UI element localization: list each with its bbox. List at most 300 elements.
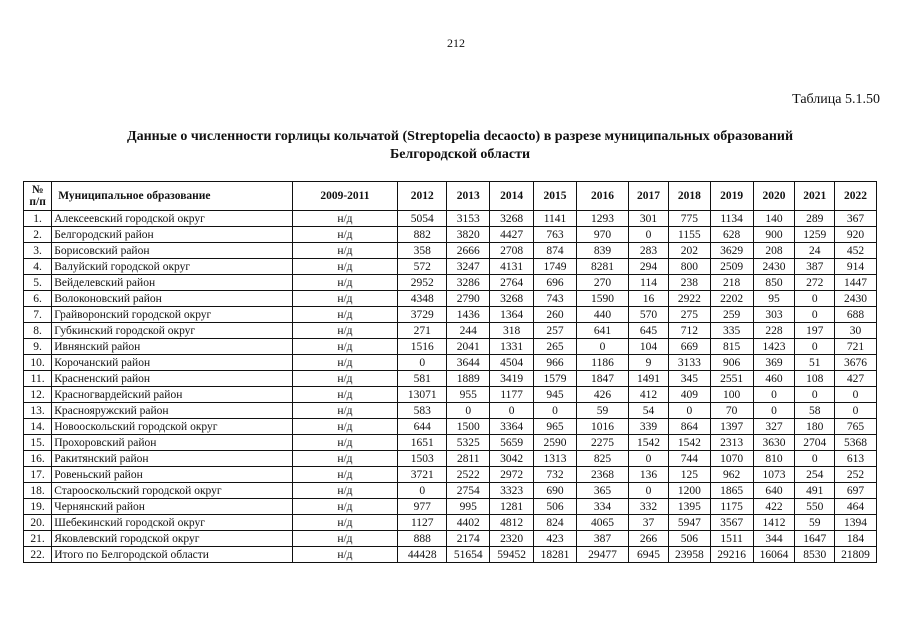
count-cell: 29477	[576, 547, 628, 563]
count-cell: 59452	[490, 547, 534, 563]
count-cell: 506	[668, 531, 710, 547]
header-2014: 2014	[490, 182, 534, 211]
count-cell: 3268	[490, 211, 534, 227]
table-row	[24, 483, 877, 499]
count-cell: 2551	[710, 371, 753, 387]
count-cell: 3133	[668, 355, 710, 371]
row-number: 1.	[24, 211, 52, 227]
count-cell: 1259	[795, 227, 835, 243]
count-cell: 37	[629, 515, 669, 531]
municipality-name: Итого по Белгородской области	[52, 547, 292, 563]
count-cell: 1141	[534, 211, 577, 227]
header-2009-2011: 2009-2011	[292, 182, 398, 211]
count-cell: 2430	[753, 259, 795, 275]
count-cell: 1423	[753, 339, 795, 355]
count-cell: 426	[576, 387, 628, 403]
count-cell: 550	[795, 499, 835, 515]
count-cell: 59	[795, 515, 835, 531]
count-cell: 423	[534, 531, 577, 547]
count-cell: 452	[835, 243, 877, 259]
count-cell: 460	[753, 371, 795, 387]
count-cell: 318	[490, 323, 534, 339]
table-row	[24, 531, 877, 547]
count-cell: н/д	[292, 403, 398, 419]
count-cell: 3323	[490, 483, 534, 499]
count-cell: 95	[753, 291, 795, 307]
count-cell: н/д	[292, 275, 398, 291]
count-cell: 6945	[629, 547, 669, 563]
count-cell: 108	[795, 371, 835, 387]
title-line-1: Данные о численности горлицы кольчатой (Streptopelia decaocto) в разрезе муниципальных образований	[126, 129, 794, 144]
count-cell: 5947	[668, 515, 710, 531]
count-cell: 3567	[710, 515, 753, 531]
count-cell: н/д	[292, 339, 398, 355]
row-number: 2.	[24, 227, 52, 243]
count-cell: 3153	[447, 211, 490, 227]
count-cell: 208	[753, 243, 795, 259]
count-cell: 0	[795, 339, 835, 355]
count-cell: н/д	[292, 387, 398, 403]
count-cell: 1889	[447, 371, 490, 387]
count-cell: 3676	[835, 355, 877, 371]
count-cell: 581	[398, 371, 447, 387]
municipality-name: Грайворонский городской округ	[52, 307, 292, 323]
count-cell: 906	[710, 355, 753, 371]
count-cell: 9	[629, 355, 669, 371]
page-number: 212	[447, 36, 465, 50]
count-cell: 900	[753, 227, 795, 243]
count-cell: 228	[753, 323, 795, 339]
count-cell: 1394	[835, 515, 877, 531]
count-cell: 0	[795, 307, 835, 323]
header-2019: 2019	[710, 182, 753, 211]
count-cell: 491	[795, 483, 835, 499]
row-number: 5.	[24, 275, 52, 291]
count-cell: 1447	[835, 275, 877, 291]
table-row	[24, 403, 877, 419]
count-cell: 3364	[490, 419, 534, 435]
count-cell: 0	[835, 387, 877, 403]
count-cell: 252	[835, 467, 877, 483]
table-body	[24, 211, 877, 563]
count-cell: 1500	[447, 419, 490, 435]
count-cell: 3644	[447, 355, 490, 371]
table-row	[24, 435, 877, 451]
count-cell: 1155	[668, 227, 710, 243]
count-cell: 2790	[447, 291, 490, 307]
row-number: 10.	[24, 355, 52, 371]
count-cell: 815	[710, 339, 753, 355]
count-cell: 345	[668, 371, 710, 387]
municipality-name: Губкинский городской округ	[52, 323, 292, 339]
row-number: 16.	[24, 451, 52, 467]
count-cell: 583	[398, 403, 447, 419]
count-cell: 570	[629, 307, 669, 323]
count-cell: 1397	[710, 419, 753, 435]
count-cell: 180	[795, 419, 835, 435]
count-cell: 839	[576, 243, 628, 259]
count-cell: 283	[629, 243, 669, 259]
count-cell: 2704	[795, 435, 835, 451]
row-number: 17.	[24, 467, 52, 483]
count-cell: 0	[753, 387, 795, 403]
count-cell: 301	[629, 211, 669, 227]
count-cell: 1847	[576, 371, 628, 387]
count-cell: 272	[795, 275, 835, 291]
count-cell: 864	[668, 419, 710, 435]
count-cell: 1542	[629, 435, 669, 451]
count-cell: 4131	[490, 259, 534, 275]
count-cell: 4812	[490, 515, 534, 531]
table-row	[24, 371, 877, 387]
count-cell: 327	[753, 419, 795, 435]
count-cell: 1412	[753, 515, 795, 531]
count-cell: 244	[447, 323, 490, 339]
count-cell: 184	[835, 531, 877, 547]
count-cell: 422	[753, 499, 795, 515]
count-cell: 2174	[447, 531, 490, 547]
count-cell: 3268	[490, 291, 534, 307]
row-number: 11.	[24, 371, 52, 387]
count-cell: 2202	[710, 291, 753, 307]
municipality-name: Красногвардейский район	[52, 387, 292, 403]
row-number: 4.	[24, 259, 52, 275]
count-cell: 0	[629, 451, 669, 467]
table-row	[24, 291, 877, 307]
count-cell: 850	[753, 275, 795, 291]
count-cell: 3729	[398, 307, 447, 323]
count-cell: 3629	[710, 243, 753, 259]
count-cell: 970	[576, 227, 628, 243]
header-2013: 2013	[447, 182, 490, 211]
count-cell: 1491	[629, 371, 669, 387]
municipality-name: Вейделевский район	[52, 275, 292, 291]
count-cell: 2811	[447, 451, 490, 467]
count-cell: 2522	[447, 467, 490, 483]
header-row	[24, 182, 877, 211]
count-cell: 824	[534, 515, 577, 531]
count-cell: 59	[576, 403, 628, 419]
count-cell: 16064	[753, 547, 795, 563]
count-cell: 966	[534, 355, 577, 371]
count-cell: 369	[753, 355, 795, 371]
count-cell: 5054	[398, 211, 447, 227]
count-cell: 259	[710, 307, 753, 323]
table-row	[24, 307, 877, 323]
row-number: 19.	[24, 499, 52, 515]
count-cell: 977	[398, 499, 447, 515]
count-cell: 289	[795, 211, 835, 227]
count-cell: н/д	[292, 483, 398, 499]
count-cell: 427	[835, 371, 877, 387]
count-cell: 644	[398, 419, 447, 435]
count-cell: 334	[576, 499, 628, 515]
count-cell: 743	[534, 291, 577, 307]
municipality-name: Белгородский район	[52, 227, 292, 243]
count-cell: 4427	[490, 227, 534, 243]
count-cell: 464	[835, 499, 877, 515]
count-cell: 945	[534, 387, 577, 403]
count-cell: 744	[668, 451, 710, 467]
municipality-name: Чернянский район	[52, 499, 292, 515]
count-cell: 2509	[710, 259, 753, 275]
count-cell: 30	[835, 323, 877, 339]
table-label: Таблица 5.1.50	[792, 92, 880, 107]
count-cell: н/д	[292, 547, 398, 563]
count-cell: 387	[576, 531, 628, 547]
table-row	[24, 547, 877, 563]
row-number: 20.	[24, 515, 52, 531]
count-cell: 1503	[398, 451, 447, 467]
count-cell: 409	[668, 387, 710, 403]
municipality-name: Борисовский район	[52, 243, 292, 259]
count-cell: 641	[576, 323, 628, 339]
table-row	[24, 451, 877, 467]
count-cell: 1749	[534, 259, 577, 275]
count-cell: 0	[835, 403, 877, 419]
count-cell: н/д	[292, 531, 398, 547]
count-cell: 882	[398, 227, 447, 243]
count-cell: 44428	[398, 547, 447, 563]
municipality-name: Прохоровский район	[52, 435, 292, 451]
document-title	[60, 128, 860, 164]
count-cell: н/д	[292, 227, 398, 243]
count-cell: 1579	[534, 371, 577, 387]
count-cell: 8281	[576, 259, 628, 275]
count-cell: 1293	[576, 211, 628, 227]
population-table	[23, 181, 877, 563]
count-cell: 1016	[576, 419, 628, 435]
count-cell: 613	[835, 451, 877, 467]
table-row	[24, 419, 877, 435]
count-cell: 765	[835, 419, 877, 435]
count-cell: 3042	[490, 451, 534, 467]
count-cell: 0	[447, 403, 490, 419]
count-cell: 18281	[534, 547, 577, 563]
count-cell: 721	[835, 339, 877, 355]
count-cell: 5325	[447, 435, 490, 451]
count-cell: 1651	[398, 435, 447, 451]
count-cell: 335	[710, 323, 753, 339]
table-row	[24, 499, 877, 515]
count-cell: 1647	[795, 531, 835, 547]
count-cell: 2590	[534, 435, 577, 451]
municipality-name: Корочанский район	[52, 355, 292, 371]
municipality-name: Ивнянский район	[52, 339, 292, 355]
count-cell: 218	[710, 275, 753, 291]
count-cell: 270	[576, 275, 628, 291]
count-cell: 763	[534, 227, 577, 243]
header-2021: 2021	[795, 182, 835, 211]
count-cell: 874	[534, 243, 577, 259]
count-cell: 0	[398, 483, 447, 499]
count-cell: 1313	[534, 451, 577, 467]
count-cell: 2764	[490, 275, 534, 291]
count-cell: 4065	[576, 515, 628, 531]
count-cell: н/д	[292, 259, 398, 275]
municipality-name: Яковлевский городской округ	[52, 531, 292, 547]
municipality-name: Волоконовский район	[52, 291, 292, 307]
count-cell: н/д	[292, 515, 398, 531]
count-cell: 54	[629, 403, 669, 419]
count-cell: 696	[534, 275, 577, 291]
count-cell: 0	[629, 483, 669, 499]
count-cell: 202	[668, 243, 710, 259]
count-cell: 365	[576, 483, 628, 499]
count-cell: 125	[668, 467, 710, 483]
count-cell: 339	[629, 419, 669, 435]
table-row	[24, 339, 877, 355]
count-cell: 254	[795, 467, 835, 483]
count-cell: 136	[629, 467, 669, 483]
count-cell: 4402	[447, 515, 490, 531]
count-cell: 29216	[710, 547, 753, 563]
table-row	[24, 515, 877, 531]
count-cell: 3247	[447, 259, 490, 275]
count-cell: 100	[710, 387, 753, 403]
count-cell: 2972	[490, 467, 534, 483]
count-cell: 8530	[795, 547, 835, 563]
row-number: 3.	[24, 243, 52, 259]
count-cell: н/д	[292, 355, 398, 371]
count-cell: 506	[534, 499, 577, 515]
count-cell: 965	[534, 419, 577, 435]
count-cell: 1200	[668, 483, 710, 499]
count-cell: 0	[795, 451, 835, 467]
municipality-name: Ровеньский район	[52, 467, 292, 483]
header-2020: 2020	[753, 182, 795, 211]
row-number: 9.	[24, 339, 52, 355]
count-cell: 114	[629, 275, 669, 291]
header-2012: 2012	[398, 182, 447, 211]
count-cell: 260	[534, 307, 577, 323]
municipality-name: Ракитянский район	[52, 451, 292, 467]
count-cell: 294	[629, 259, 669, 275]
count-cell: 2320	[490, 531, 534, 547]
count-cell: 1511	[710, 531, 753, 547]
count-cell: н/д	[292, 451, 398, 467]
table-row	[24, 259, 877, 275]
count-cell: 0	[795, 387, 835, 403]
count-cell: 697	[835, 483, 877, 499]
count-cell: 1395	[668, 499, 710, 515]
count-cell: 0	[534, 403, 577, 419]
table-row	[24, 211, 877, 227]
count-cell: 1070	[710, 451, 753, 467]
count-cell: 1331	[490, 339, 534, 355]
count-cell: 5368	[835, 435, 877, 451]
count-cell: 1177	[490, 387, 534, 403]
count-cell: н/д	[292, 419, 398, 435]
count-cell: 688	[835, 307, 877, 323]
count-cell: 2275	[576, 435, 628, 451]
count-cell: 13071	[398, 387, 447, 403]
count-cell: 1590	[576, 291, 628, 307]
municipality-name: Старооскольский городской округ	[52, 483, 292, 499]
table-row	[24, 467, 877, 483]
count-cell: 2313	[710, 435, 753, 451]
count-cell: 51	[795, 355, 835, 371]
count-cell: 3820	[447, 227, 490, 243]
count-cell: 271	[398, 323, 447, 339]
row-number: 18.	[24, 483, 52, 499]
count-cell: 2952	[398, 275, 447, 291]
count-cell: 4348	[398, 291, 447, 307]
count-cell: 2430	[835, 291, 877, 307]
row-number: 7.	[24, 307, 52, 323]
count-cell: 197	[795, 323, 835, 339]
count-cell: 1186	[576, 355, 628, 371]
count-cell: 5659	[490, 435, 534, 451]
table-row	[24, 355, 877, 371]
count-cell: н/д	[292, 499, 398, 515]
count-cell: 2368	[576, 467, 628, 483]
count-cell: 810	[753, 451, 795, 467]
count-cell: 2041	[447, 339, 490, 355]
count-cell: 1175	[710, 499, 753, 515]
header-2018: 2018	[668, 182, 710, 211]
count-cell: 51654	[447, 547, 490, 563]
row-number: 22.	[24, 547, 52, 563]
count-cell: 628	[710, 227, 753, 243]
count-cell: 344	[753, 531, 795, 547]
municipality-name: Валуйский городской округ	[52, 259, 292, 275]
count-cell: 690	[534, 483, 577, 499]
count-cell: 920	[835, 227, 877, 243]
count-cell: 275	[668, 307, 710, 323]
count-cell: 358	[398, 243, 447, 259]
count-cell: 21809	[835, 547, 877, 563]
count-cell: 712	[668, 323, 710, 339]
count-cell: 3419	[490, 371, 534, 387]
count-cell: 3721	[398, 467, 447, 483]
count-cell: 955	[447, 387, 490, 403]
table-row	[24, 227, 877, 243]
count-cell: 3286	[447, 275, 490, 291]
count-cell: 1281	[490, 499, 534, 515]
count-cell: н/д	[292, 243, 398, 259]
header-2022: 2022	[835, 182, 877, 211]
count-cell: 23958	[668, 547, 710, 563]
count-cell: 238	[668, 275, 710, 291]
header-2015: 2015	[534, 182, 577, 211]
count-cell: н/д	[292, 323, 398, 339]
count-cell: 0	[398, 355, 447, 371]
count-cell: н/д	[292, 211, 398, 227]
count-cell: 1127	[398, 515, 447, 531]
table-row	[24, 275, 877, 291]
count-cell: 104	[629, 339, 669, 355]
table-row	[24, 323, 877, 339]
count-cell: 572	[398, 259, 447, 275]
count-cell: 16	[629, 291, 669, 307]
count-cell: н/д	[292, 371, 398, 387]
table-row	[24, 387, 877, 403]
count-cell: 332	[629, 499, 669, 515]
count-cell: 58	[795, 403, 835, 419]
count-cell: 303	[753, 307, 795, 323]
count-cell: 265	[534, 339, 577, 355]
count-cell: 4504	[490, 355, 534, 371]
header-municipality: Муниципальное образование	[52, 182, 292, 211]
count-cell: 266	[629, 531, 669, 547]
count-cell: 914	[835, 259, 877, 275]
row-number: 15.	[24, 435, 52, 451]
count-cell: 1134	[710, 211, 753, 227]
count-cell: 640	[753, 483, 795, 499]
count-cell: 825	[576, 451, 628, 467]
municipality-name: Алексеевский городской округ	[52, 211, 292, 227]
